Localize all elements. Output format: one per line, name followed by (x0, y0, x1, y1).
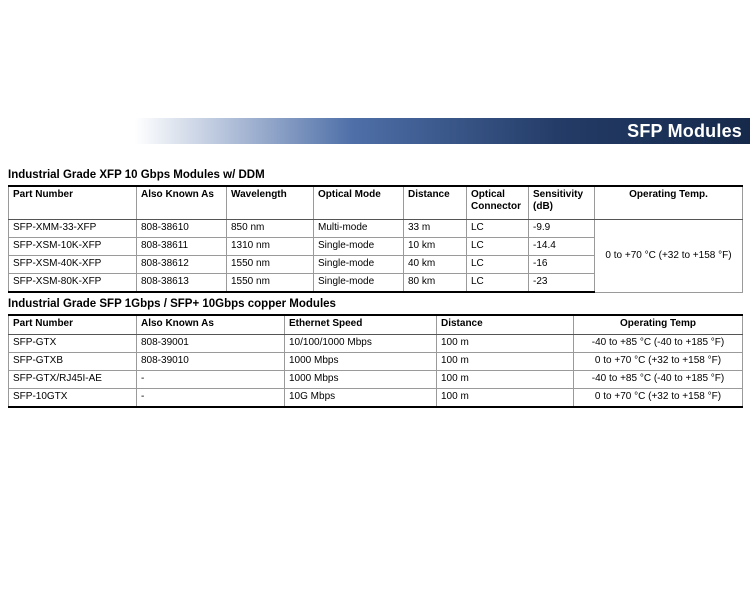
cell-optical-mode: Single-mode (314, 274, 404, 293)
cell-also-known-as: 808-38611 (137, 238, 227, 256)
cell-distance: 40 km (404, 256, 467, 274)
col-also-known-as: Also Known As (137, 315, 285, 335)
col-distance: Distance (437, 315, 574, 335)
col-operating-temp: Operating Temp. (595, 186, 743, 220)
cell-distance: 100 m (437, 371, 574, 389)
cell-optical-mode: Single-mode (314, 256, 404, 274)
cell-sensitivity: -16 (529, 256, 595, 274)
table-copper-modules (8, 314, 743, 408)
cell-ethernet-speed: 1000 Mbps (285, 353, 437, 371)
section-copper-modules (8, 297, 742, 408)
cell-optical-mode: Multi-mode (314, 220, 404, 238)
page-title: SFP Modules (627, 121, 742, 141)
cell-sensitivity: -9.9 (529, 220, 595, 238)
cell-part-number: SFP-GTX/RJ45I-AE (9, 371, 137, 389)
cell-part-number: SFP-10GTX (9, 389, 137, 408)
cell-wavelength: 1310 nm (227, 238, 314, 256)
cell-part-number: SFP-GTX (9, 335, 137, 353)
cell-also-known-as: 808-38613 (137, 274, 227, 293)
section-title-xfp: Industrial Grade XFP 10 Gbps Modules w/ DDM (8, 169, 265, 181)
table-header-row (9, 315, 743, 335)
cell-optical-connector: LC (467, 274, 529, 293)
col-part-number: Part Number (9, 315, 137, 335)
cell-part-number: SFP-XSM-10K-XFP (9, 238, 137, 256)
col-operating-temp: Operating Temp (574, 315, 743, 335)
cell-wavelength: 1550 nm (227, 256, 314, 274)
cell-distance: 33 m (404, 220, 467, 238)
cell-also-known-as: - (137, 371, 285, 389)
col-ethernet-speed: Ethernet Speed (285, 315, 437, 335)
cell-distance: 100 m (437, 389, 574, 408)
cell-optical-connector: LC (467, 220, 529, 238)
cell-optical-mode: Single-mode (314, 238, 404, 256)
table-row (9, 371, 743, 389)
cell-sensitivity: -14.4 (529, 238, 595, 256)
cell-part-number: SFP-GTXB (9, 353, 137, 371)
cell-operating-temp: 0 to +70 °C (+32 to +158 °F) (574, 389, 743, 408)
cell-optical-connector: LC (467, 238, 529, 256)
section-xfp-modules (8, 168, 742, 293)
cell-operating-temp: -40 to +85 °C (-40 to +185 °F) (574, 335, 743, 353)
table-row (9, 389, 743, 408)
table-row (9, 335, 743, 353)
cell-distance: 10 km (404, 238, 467, 256)
cell-part-number: SFP-XSM-80K-XFP (9, 274, 137, 293)
cell-ethernet-speed: 10/100/1000 Mbps (285, 335, 437, 353)
col-also-known-as: Also Known As (137, 186, 227, 220)
table-row (9, 353, 743, 371)
col-part-number: Part Number (9, 186, 137, 220)
table-xfp-modules (8, 185, 743, 293)
section-title-copper: Industrial Grade SFP 1Gbps / SFP+ 10Gbps copper Modules (8, 298, 336, 310)
cell-operating-temp: 0 to +70 °C (+32 to +158 °F) (574, 353, 743, 371)
col-wavelength: Wavelength (227, 186, 314, 220)
cell-ethernet-speed: 10G Mbps (285, 389, 437, 408)
cell-operating-temp: -40 to +85 °C (-40 to +185 °F) (574, 371, 743, 389)
cell-part-number: SFP-XMM-33-XFP (9, 220, 137, 238)
cell-wavelength: 1550 nm (227, 274, 314, 293)
cell-also-known-as: 808-39010 (137, 353, 285, 371)
cell-sensitivity: -23 (529, 274, 595, 293)
col-optical-mode: Optical Mode (314, 186, 404, 220)
cell-wavelength: 850 nm (227, 220, 314, 238)
cell-distance: 100 m (437, 353, 574, 371)
cell-also-known-as: 808-38612 (137, 256, 227, 274)
cell-also-known-as: - (137, 389, 285, 408)
col-sensitivity: Sensitivity (dB) (529, 186, 595, 220)
cell-ethernet-speed: 1000 Mbps (285, 371, 437, 389)
table-row (9, 220, 743, 238)
cell-optical-connector: LC (467, 256, 529, 274)
col-optical-connector: Optical Connector (467, 186, 529, 220)
cell-part-number: SFP-XSM-40K-XFP (9, 256, 137, 274)
cell-operating-temp-merged: 0 to +70 °C (+32 to +158 °F) (595, 220, 743, 293)
cell-also-known-as: 808-39001 (137, 335, 285, 353)
cell-distance: 100 m (437, 335, 574, 353)
table-header-row (9, 186, 743, 220)
cell-also-known-as: 808-38610 (137, 220, 227, 238)
col-distance: Distance (404, 186, 467, 220)
cell-distance: 80 km (404, 274, 467, 293)
